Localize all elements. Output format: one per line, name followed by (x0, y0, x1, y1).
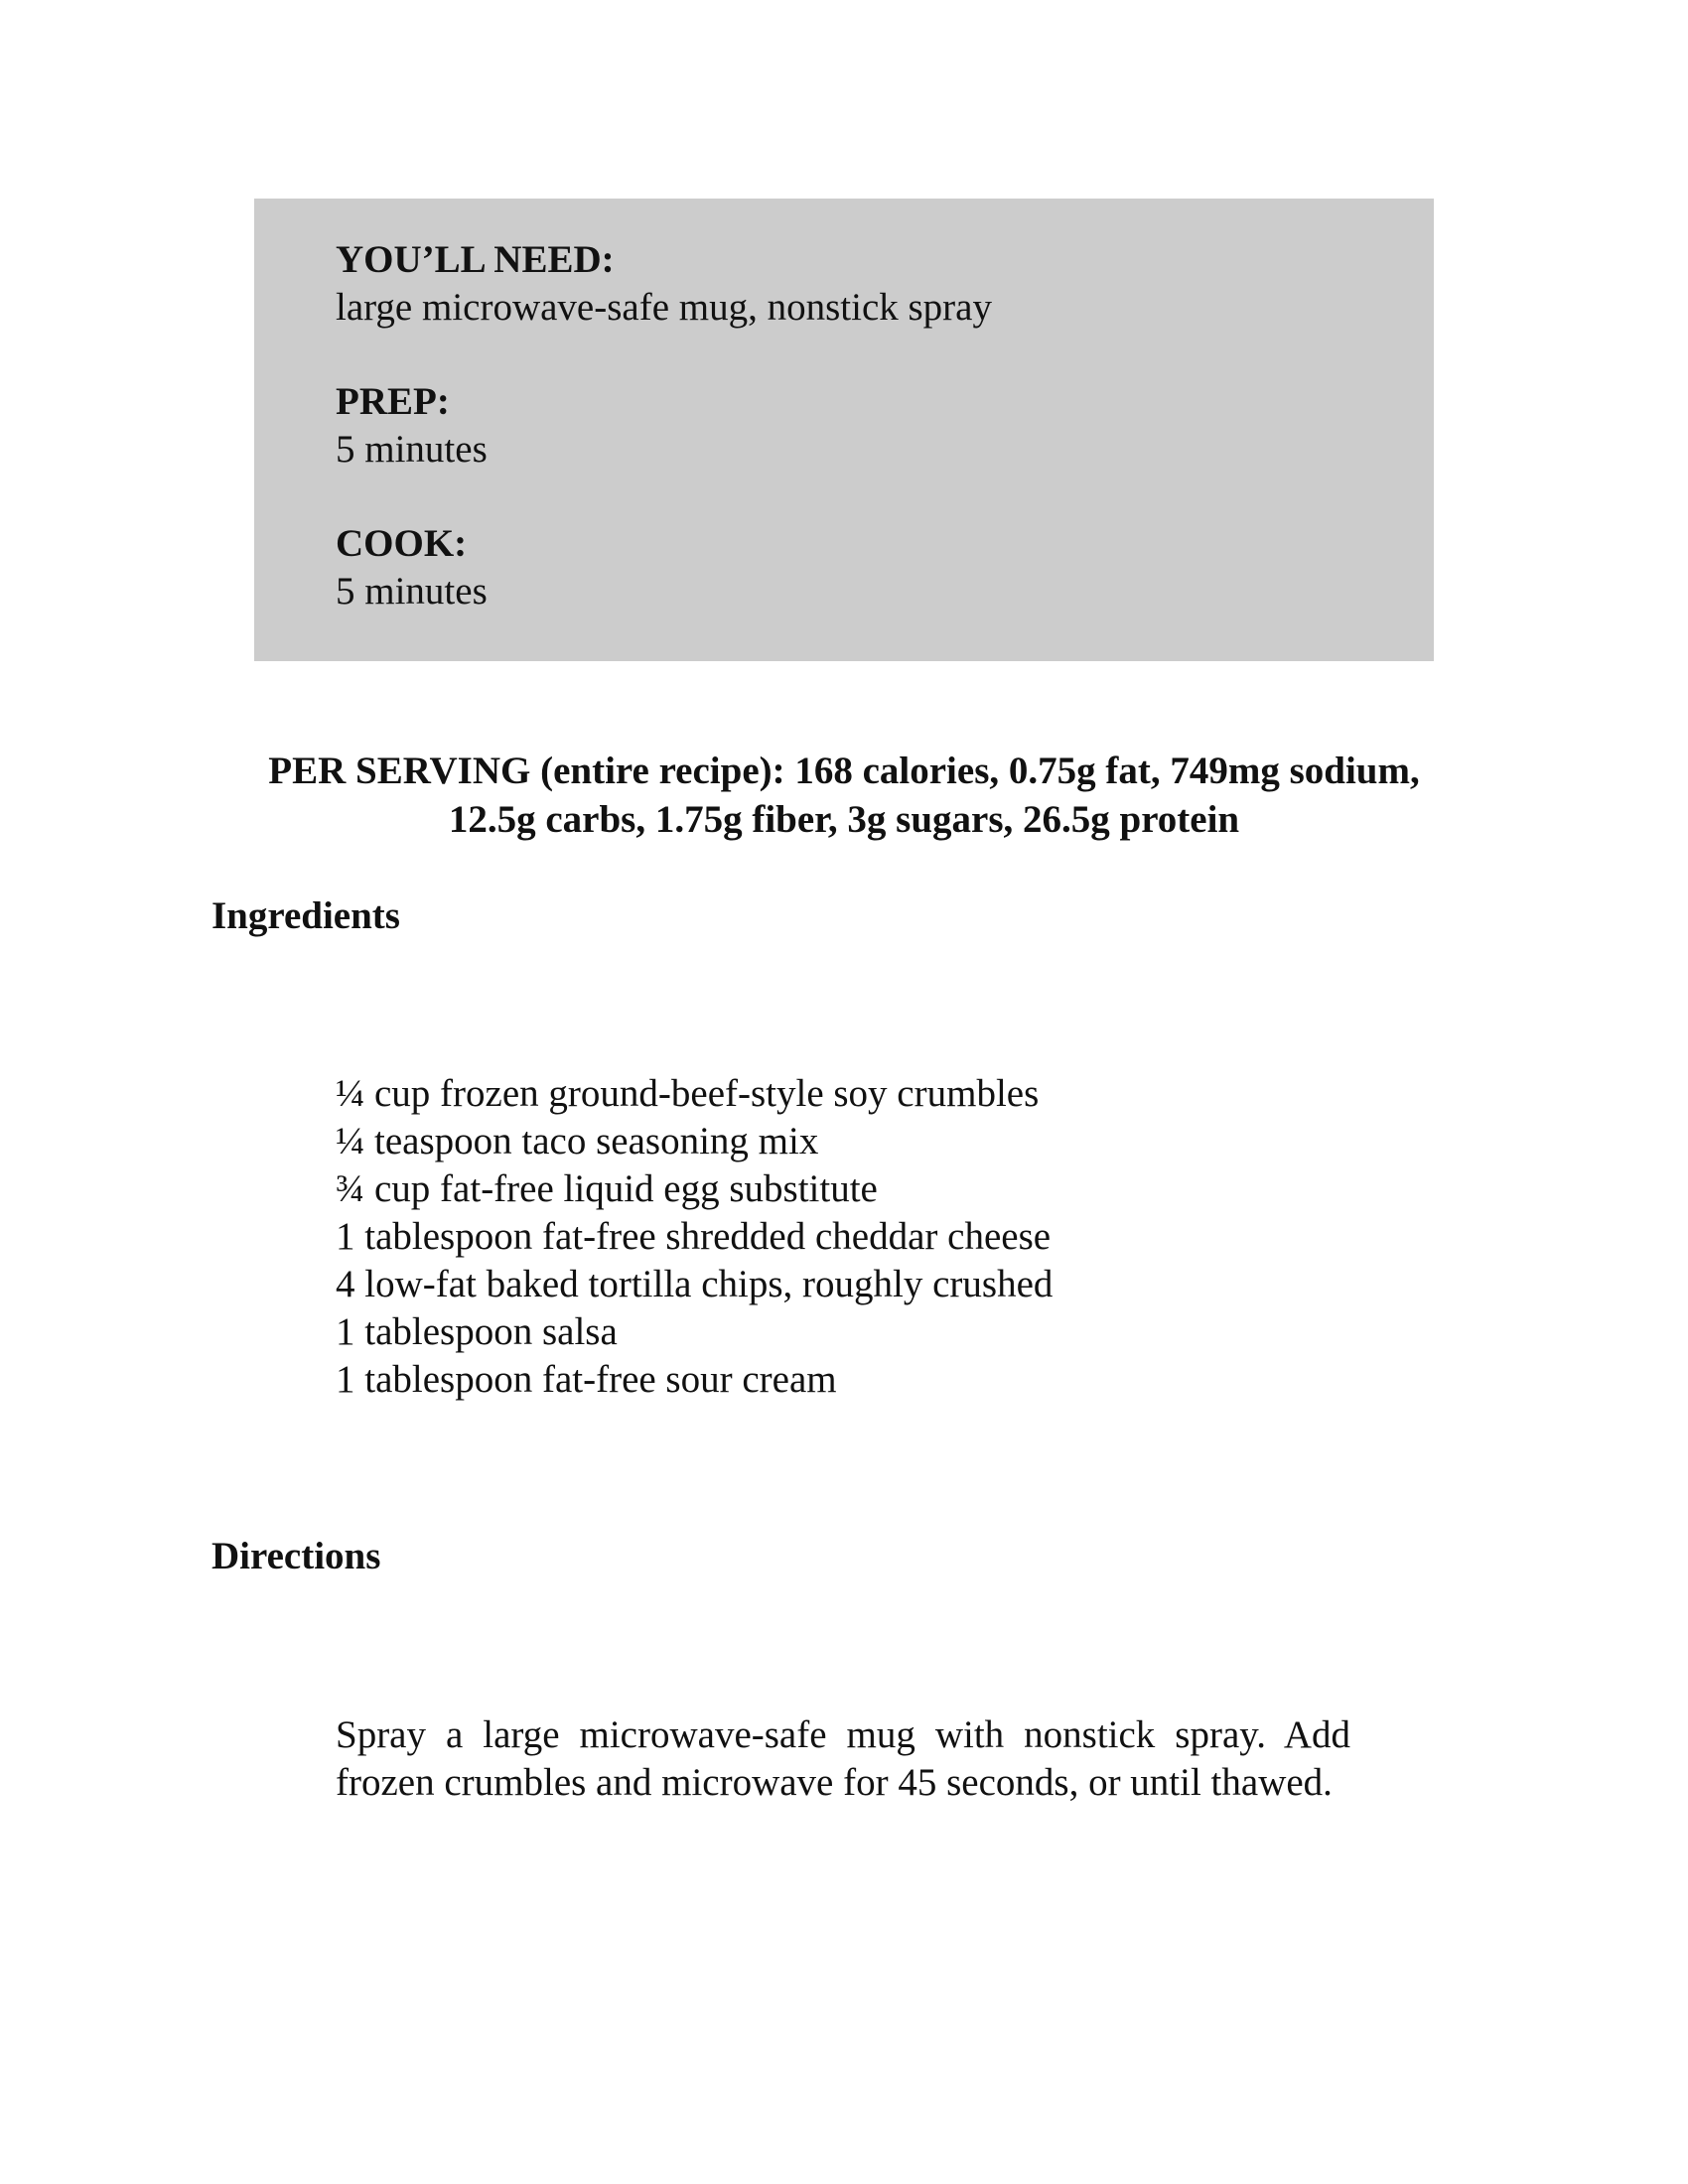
cook-time: 5 minutes (336, 570, 488, 613)
ingredients-heading: Ingredients (211, 894, 400, 937)
directions-heading: Directions (211, 1535, 381, 1577)
ingredient-list (336, 1070, 1053, 1404)
nutrition-summary (199, 747, 1489, 844)
prep-time: 5 minutes (336, 428, 488, 471)
ingredient-item: 1 tablespoon fat-free shredded cheddar cheese (336, 1215, 1052, 1258)
ingredient-item: ¼ cup frozen ground-beef-style soy crumbles (336, 1072, 1040, 1115)
needs-label: YOU’LL NEED: (336, 238, 615, 281)
nutrition-line-1: PER SERVING (entire recipe): 168 calories, 0.75g fat, 749mg sodium, (268, 750, 1420, 792)
ingredient-item: ¾ cup fat-free liquid egg substitute (336, 1167, 878, 1210)
nutrition-line-2: 12.5g carbs, 1.75g fiber, 3g sugars, 26.5g protein (448, 798, 1240, 841)
ingredient-item: 4 low-fat baked tortilla chips, roughly crushed (336, 1263, 1054, 1305)
needs-value: large microwave-safe mug, nonstick spray (336, 286, 992, 329)
equipment-time-box (254, 199, 1434, 661)
ingredient-item: 1 tablespoon fat-free sour cream (336, 1358, 837, 1401)
ingredient-item: 1 tablespoon salsa (336, 1310, 618, 1353)
direction-step: Spray a large microwave-safe mug with nonstick spray. Add frozen crumbles and microwave for 45 seconds, or until thawed. (336, 1713, 1350, 1804)
ingredient-item: ¼ teaspoon taco seasoning mix (336, 1120, 819, 1162)
prep-label: PREP: (336, 380, 450, 423)
cook-label: COOK: (336, 522, 468, 565)
